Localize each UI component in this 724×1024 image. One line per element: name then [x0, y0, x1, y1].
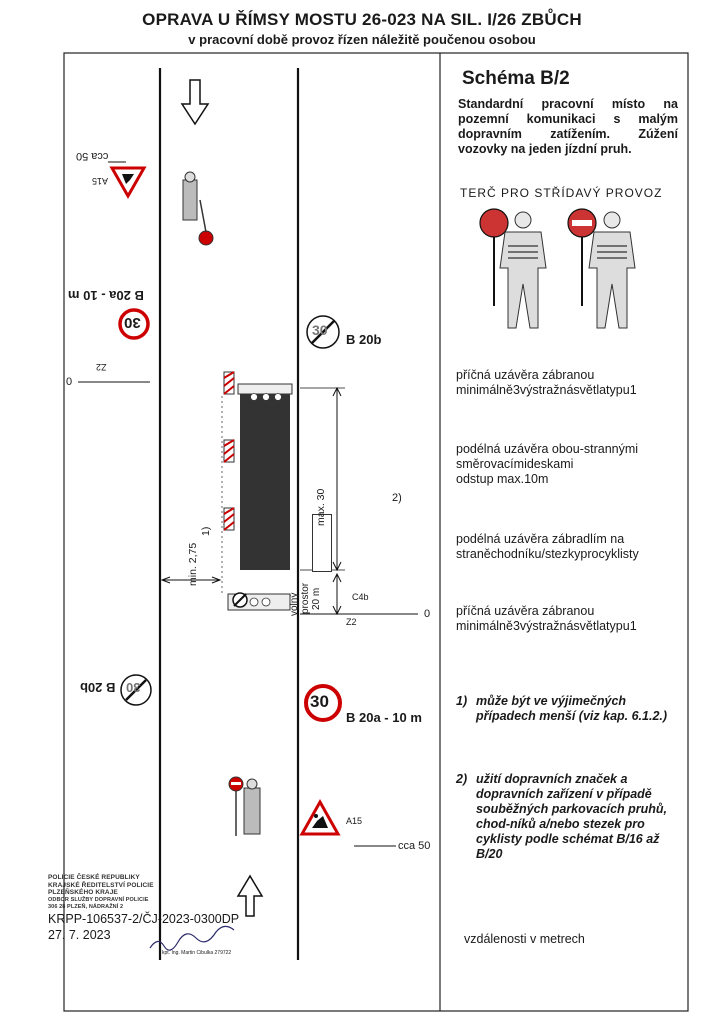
label-volny-prostor: volný — [289, 592, 300, 616]
worker-top-icon — [183, 172, 213, 245]
speed-left-value: 30 — [124, 314, 141, 331]
reference-number: KRPP-106537-2/ČJ-2023-0300DP — [48, 912, 240, 926]
label-b20b-right: B 20b — [346, 332, 382, 347]
label-min275: min. 2,75 — [187, 542, 199, 586]
work-area — [240, 392, 290, 570]
label-cca-left: cca 50 — [76, 150, 109, 162]
legend-item-1: příčná uzávěra zábranou minimálně3výstražnásvětlatypu1 — [456, 368, 637, 397]
arrow-down-icon — [182, 80, 208, 124]
label-cca-right: cca 50 — [398, 840, 431, 852]
signature — [150, 926, 234, 950]
a15-sign-left-icon — [112, 168, 144, 196]
speed-right-value: 30 — [310, 692, 329, 711]
label-b20a-right: B 20a - 10 m — [346, 710, 422, 725]
note-1-num: 1) — [456, 694, 468, 708]
approval-date: 27. 7. 2023 — [48, 928, 111, 942]
a15-sign-right-icon — [302, 802, 338, 834]
page-subtitle: v pracovní době provoz řízen náležitě poučenou osobou — [188, 32, 536, 47]
label-ref1: 1) — [200, 526, 212, 536]
note-1-text: může být ve výjimečných případech menší (viz kap. 6.1.2.) — [476, 694, 668, 723]
worker-bottom-icon — [229, 777, 260, 836]
label-ref2: 2) — [392, 492, 402, 504]
page-title: OPRAVA U ŘÍMSY MOSTU 26-023 NA SIL. I/26 ZBŮCH — [142, 10, 582, 29]
note-2-num: 2) — [456, 772, 468, 786]
distances-label: vzdálenosti v metrech — [464, 932, 585, 946]
schema-title: Schéma B/2 — [462, 68, 570, 89]
label-a15-right: A15 — [346, 816, 363, 826]
label-zero-left: 0 — [66, 376, 73, 388]
flagger-2-icon — [568, 209, 635, 328]
label-volny-prostor-3: 20 m — [311, 587, 322, 610]
label-b20b-left: B 20b — [80, 680, 116, 695]
terc-label: TERČ PRO STŘÍDAVÝ PROVOZ — [460, 186, 663, 200]
label-max30: max. 30 — [315, 488, 327, 526]
signature-caption: kpt. Ing. Martin Cibulka 279722 — [162, 950, 232, 956]
barrier-top — [238, 384, 292, 394]
police-stamp: POLICIE ČESKÉ REPUBLIKY KRAJSKÉ ŘEDITELSTVÍ POLICIE PLZEŇSKÉHO KRAJE ODBOR SLUŽBY DOPRAVNÍ POLICIE 306 28 PLZEŇ, NÁDRAŽNÍ 2 — [48, 874, 154, 910]
arrow-up-icon — [238, 876, 262, 916]
label-volny-prostor-2: prostor — [300, 582, 311, 614]
label-zero-right: 0 — [424, 608, 431, 620]
label-z2-right: Z2 — [346, 617, 357, 627]
flagger-1-icon — [480, 209, 546, 328]
legend-item-2: podélná uzávěra obou-strannými směrovacímideskami odstup max.10m — [456, 442, 639, 486]
schema-description: Standardní pracovní místo na pozemní komunikaci s malým dopravním zatížením. Zúžení vozovky na jeden jízdní pruh. — [458, 97, 678, 156]
direction-board-3 — [224, 508, 234, 530]
legend-item-4: příčná uzávěra zábranou minimálně3výstražnásvětlatypu1 — [456, 604, 637, 633]
note-2-text: užití dopravních značek a dopravních zařízení v případě souběžných parkovacích pruhů, chod-níků a/nebo stezek pro cyklisty podle schémat B/16 až B/20 — [476, 772, 668, 861]
legend-item-3: podélná uzávěra zábradlím na straněchodníku/stezkyprocyklisty — [456, 532, 639, 561]
label-b20a-left: B 20a - 10 m — [68, 288, 144, 303]
label-c4b: C4b — [352, 592, 369, 602]
direction-board-1 — [224, 372, 234, 394]
speed-end-left-value: 30 — [126, 680, 141, 695]
direction-board-2 — [224, 440, 234, 462]
speed-end-right-value: 30 — [312, 322, 328, 338]
label-a15-left: A15 — [92, 176, 109, 186]
label-z2-left: Z2 — [96, 362, 107, 372]
